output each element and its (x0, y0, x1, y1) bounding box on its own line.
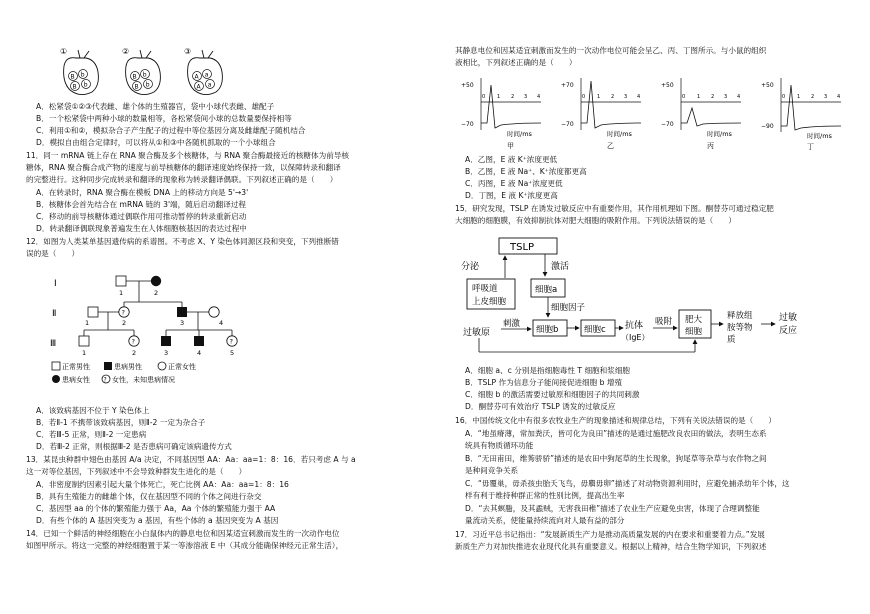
svg-text:激活: 激活 (551, 262, 570, 272)
svg-text:−70: −70 (461, 121, 474, 128)
svg-text:B: B (70, 73, 75, 81)
svg-text:2: 2 (122, 319, 127, 327)
svg-text:b: b (80, 71, 85, 79)
q10-option-c: C．利用①和②，模拟杂合子产生配子的过程中等位基因分离及雌雄配子随机结合 (36, 126, 306, 135)
svg-text:2: 2 (154, 289, 159, 297)
svg-text:细胞: 细胞 (685, 327, 703, 337)
pedigree-chart (44, 264, 284, 384)
svg-text:时间/ms: 时间/ms (807, 132, 832, 140)
q17-stem-2: 新质生产力对加快推进农业现代化具有重要意义。根据以上精神，结合生物学知识，下列叙述 (455, 542, 767, 551)
svg-text:3: 3 (524, 94, 528, 100)
q12-option-a: A．该致病基因不位于 Y 染色体上 (36, 406, 150, 415)
svg-text:正常男性: 正常男性 (62, 363, 90, 371)
svg-text:+50: +50 (461, 82, 474, 89)
svg-text:①: ① (60, 47, 68, 56)
svg-text:肥大: 肥大 (685, 315, 703, 325)
svg-text:时间/ms: 时间/ms (607, 130, 632, 138)
svg-text:2: 2 (511, 94, 515, 100)
svg-text:过敏原: 过敏原 (463, 328, 491, 338)
q12-stem-1: 12．如图为人类某单基因遗传病的系谱图。不考虑 X、Y 染色体同源区段和突变，下列推断错 (26, 237, 339, 246)
svg-text:正常女性: 正常女性 (168, 363, 196, 371)
graph-ding (761, 78, 841, 151)
svg-text:细胞a: 细胞a (535, 285, 558, 295)
q15-option-c: C．细胞 b 的激活需要过敏原和细胞因子的共同刺激 (465, 390, 640, 399)
svg-text:B: B (132, 73, 137, 81)
q12-option-d: D．若Ⅲ-2 正常，则根据Ⅲ-2 是否患病可确定该病遗传方式 (36, 442, 232, 451)
q16-option-a-2: 统具有物质循环功能 (465, 441, 534, 450)
svg-text:0: 0 (482, 94, 486, 100)
graph-yi (561, 78, 641, 150)
svg-text:4: 4 (637, 94, 641, 100)
bag-diagram (56, 46, 246, 104)
svg-text:+50: +50 (661, 82, 674, 89)
q16-option-d-2: 量流动关系，使能量持续流向对人最有益的部分 (465, 516, 625, 525)
svg-text:3: 3 (180, 319, 185, 327)
svg-text:吸附: 吸附 (655, 317, 673, 327)
svg-text:女性，未知患病情况: 女性，未知患病情况 (112, 376, 175, 384)
svg-text:−90: −90 (761, 123, 774, 130)
svg-text:甲: 甲 (507, 142, 514, 150)
q15-stem-2: 大细胞的细胞膜，有效抑制抗体对肥大细胞的吸附作用。下列说法错误的是（ ） (455, 216, 736, 225)
svg-text:患病男性: 患病男性 (114, 363, 142, 371)
svg-text:−70: −70 (661, 121, 674, 128)
right-column (455, 0, 865, 614)
svg-text:细胞c: 细胞c (584, 325, 606, 335)
svg-text:?: ? (103, 376, 107, 384)
q13-option-b: B．具有生殖能力的雌雄个体，仅在基因型不同的个体之间进行杂交 (36, 492, 262, 501)
svg-text:（IgE）: （IgE） (621, 333, 650, 342)
svg-text:③: ③ (184, 47, 192, 56)
bag-2 (122, 47, 160, 95)
svg-text:3: 3 (624, 94, 628, 100)
svg-text:1: 1 (797, 94, 801, 100)
svg-text:b: b (142, 71, 147, 79)
svg-text:细胞b: 细胞b (536, 325, 559, 335)
svg-text:抗体: 抗体 (625, 321, 644, 331)
gen-label-1: Ⅰ (54, 279, 57, 289)
svg-text:质: 质 (727, 335, 736, 345)
svg-text:1: 1 (119, 289, 124, 297)
q13-option-a: A．非密度制约因素引起大量个体死亡，死亡比例 AA：Aa：aa=1：8：16 (36, 480, 289, 489)
q11-option-c: C．移动的前导核糖体通过偶联作用可推动暂停的转录重新启动 (36, 212, 247, 221)
svg-text:4: 4 (737, 94, 741, 100)
svg-text:?: ? (121, 308, 125, 317)
svg-text:丁: 丁 (807, 143, 814, 151)
svg-text:1: 1 (597, 94, 601, 100)
svg-text:?: ? (229, 337, 233, 346)
q10-option-a: A．松紧袋①②③代表雌、雄个体的生殖器官，袋中小球代表雌、雄配子 (36, 102, 275, 111)
svg-text:3: 3 (164, 349, 169, 357)
svg-text:0: 0 (682, 94, 686, 100)
q13-option-d: D．有些个体的 A 基因突变为 a 基因，有些个体的 a 基因突变为 A 基因 (36, 516, 279, 525)
q14-stem-2: 如图甲所示。将这一完整的神经细胞置于某一等渗溶液 E 中（其成分能确保神经元正常生活）， (26, 541, 344, 550)
svg-text:细胞因子: 细胞因子 (551, 303, 586, 313)
q15-option-b: B．TSLP 作为信息分子能间接促进细胞 b 增殖 (465, 378, 623, 387)
svg-text:TSLP: TSLP (510, 242, 535, 253)
svg-text:3: 3 (724, 94, 728, 100)
q14-cont-1: 其静息电位和因某适宜刺激而发生的一次动作电位可能会呈乙、丙、丁图所示。与小鼠的组织 (455, 46, 767, 55)
svg-text:乙: 乙 (607, 142, 614, 150)
q15-option-d: D．酮替芬可有效治疗 TSLP 诱发的过敏反应 (465, 402, 616, 411)
svg-text:A: A (194, 73, 199, 81)
svg-text:患病女性: 患病女性 (62, 376, 90, 384)
svg-text:2: 2 (611, 94, 615, 100)
svg-text:1: 1 (497, 94, 501, 100)
svg-text:胺等物: 胺等物 (727, 323, 753, 333)
gen-label-3: Ⅲ (50, 339, 57, 349)
q14-stem-1: 14．已知一个鲜活的神经细胞在小白鼠体内的静息电位和因某适宜刺激而发生的一次动作电位 (26, 529, 340, 538)
q17-stem-1: 17．习近平总书记指出：“发展新质生产力是推动高质量发展的内在要求和重要着力点。”发展 (455, 530, 765, 539)
svg-text:b: b (145, 81, 150, 89)
q14-option-c: C．丙图，E 液 Na⁺浓度更低 (465, 179, 563, 188)
q10-option-d: D．模拟自由组合定律时，可以将从①和③中各随机抓取的一个小球组合 (36, 138, 276, 147)
left-column (26, 0, 436, 614)
graph-bing (661, 78, 741, 150)
svg-text:分泌: 分泌 (461, 262, 480, 272)
q15-stem-1: 15．研究发现，TSLP 在诱发过敏反应中有重要作用，其作用机理如下图。酮替芬可通过稳定肥 (455, 204, 774, 213)
svg-text:时间/ms: 时间/ms (707, 130, 732, 138)
svg-text:−70: −70 (561, 121, 574, 128)
bag-3 (184, 47, 222, 95)
svg-text:2: 2 (132, 349, 137, 357)
svg-text:?: ? (131, 337, 135, 346)
graph-jia (461, 78, 541, 150)
svg-text:刺激: 刺激 (503, 319, 521, 329)
q14-option-b: B．乙图，E 液 Na⁺、K⁺浓度都更高 (465, 167, 587, 176)
svg-text:过敏: 过敏 (779, 313, 798, 323)
q12-stem-2: 误的是（ ） (26, 249, 80, 258)
q16-option-b-1: B．“无田甫田，维莠骄骄”描述的是农田中狗尾草的生长现象，狗尾草等杂草与农作物之间 (465, 454, 767, 463)
svg-text:时间/ms: 时间/ms (507, 130, 532, 138)
q16-stem: 16．中国传统文化中有很多农牧业生产的现象描述和规律总结，下列有关说法错误的是（ ） (455, 416, 777, 425)
svg-text:3: 3 (824, 94, 828, 100)
potential-graphs (455, 72, 865, 152)
q11-option-d: D．转录翻译偶联现象普遍发生在人体细胞核基因的表达过程中 (36, 224, 247, 233)
q14-cont-2: 液相比，下列叙述正确的是（ ） (455, 58, 577, 67)
q12-option-c: C．若Ⅲ-5 正常，则Ⅱ-2 一定患病 (36, 430, 147, 439)
svg-text:2: 2 (711, 94, 715, 100)
svg-text:1: 1 (85, 319, 90, 327)
svg-text:释放组: 释放组 (727, 311, 753, 321)
svg-text:4: 4 (219, 319, 224, 327)
svg-text:A: A (196, 83, 201, 91)
q16-option-a-1: A．“地虽瘠薄，常加粪沃，皆可化为良田”描述的是通过施肥改良农田的做法，表明生态系 (465, 429, 767, 438)
svg-text:反应: 反应 (779, 326, 798, 336)
svg-text:+70: +70 (561, 82, 574, 89)
q14-option-d: D．丁图，E 液 K⁺浓度更高 (465, 191, 558, 200)
q11-stem-2: 糖体，RNA 聚合酶合成产物的速度与前导核糖体的翻译速度始终保持一致，以保障转录和翻译 (26, 163, 341, 172)
q13-stem-2: 这一对等位基因，下列叙述中不会导致种群发生进化的是（ ） (26, 467, 247, 476)
svg-text:4: 4 (537, 94, 541, 100)
q13-option-c: C．基因型 aa 的个体的繁殖能力强于 Aa，Aa 个体的繁殖能力强于 AA (36, 504, 276, 513)
gen-label-2: Ⅱ (52, 309, 57, 319)
q13-stem-1: 13．某昆虫种群中翅色由基因 A/a 决定，不同基因型 AA：Aa：aa=1：8：16．若只考虑 A 与 a (26, 455, 356, 464)
svg-text:呼吸道: 呼吸道 (472, 284, 498, 294)
svg-text:B: B (134, 83, 139, 91)
q16-option-c-2: 样有利于维持种群正常的性别比例，提高出生率 (465, 491, 625, 500)
svg-text:a: a (204, 71, 209, 79)
q11-option-b: B．核糖体会首先结合在 mRNA 链的 3'端，随后启动翻译过程 (36, 200, 246, 209)
svg-text:B: B (72, 83, 77, 91)
svg-text:上皮细胞: 上皮细胞 (472, 297, 507, 307)
q11-stem-1: 11．同一 mRNA 链上存在 RNA 聚合酶及多个核糖体，与 RNA 聚合酶最接近的核糖体为前导核 (26, 151, 349, 160)
q16-option-b-2: 是种间竞争关系 (465, 466, 519, 475)
svg-text:5: 5 (230, 349, 235, 357)
svg-text:1: 1 (697, 94, 701, 100)
q12-option-b: B．若Ⅱ-1 不携带该致病基因，则Ⅱ-2 一定为杂合子 (36, 418, 206, 427)
q14-option-a: A．乙图，E 液 K⁺浓度更低 (465, 155, 558, 164)
bag-1 (60, 47, 98, 95)
q16-option-d-1: D．“去其螟螣，及其蟊贼，无害我田稚”描述了农业生产应避免虫害，体现了合理调整能 (465, 504, 760, 513)
svg-text:0: 0 (782, 94, 786, 100)
svg-text:丙: 丙 (707, 142, 714, 150)
svg-text:b: b (83, 81, 88, 89)
tslp-flowchart (455, 232, 865, 362)
q16-option-c-1: C．“毋覆巢，毋杀孩虫胎夭飞鸟，毋麛毋卵”描述了对动物资源利用时，应避免捕杀幼年个体，这 (465, 479, 790, 488)
q15-option-a: A．细胞 a、c 分别是指细胞毒性 T 细胞和浆细胞 (465, 366, 631, 375)
svg-text:4: 4 (197, 349, 202, 357)
q10-option-b: B．一个松紧袋中两种小球的数量相等，各松紧袋间小球的总数量要保持相等 (36, 114, 292, 123)
svg-text:②: ② (122, 47, 130, 56)
q11-stem-3: 的完整进行。这种同步完成转录和翻译的现象称为转录翻译偶联。下列叙述正确的是（ ） (26, 175, 338, 184)
svg-text:0: 0 (582, 94, 586, 100)
svg-text:2: 2 (811, 94, 815, 100)
svg-text:+50: +50 (761, 82, 774, 89)
q11-option-a: A．在转录时，RNA 聚合酶在模板 DNA 上的移动方向是 5'→3' (36, 188, 249, 197)
svg-text:1: 1 (82, 349, 87, 357)
svg-text:a: a (207, 81, 212, 89)
svg-text:4: 4 (837, 94, 841, 100)
